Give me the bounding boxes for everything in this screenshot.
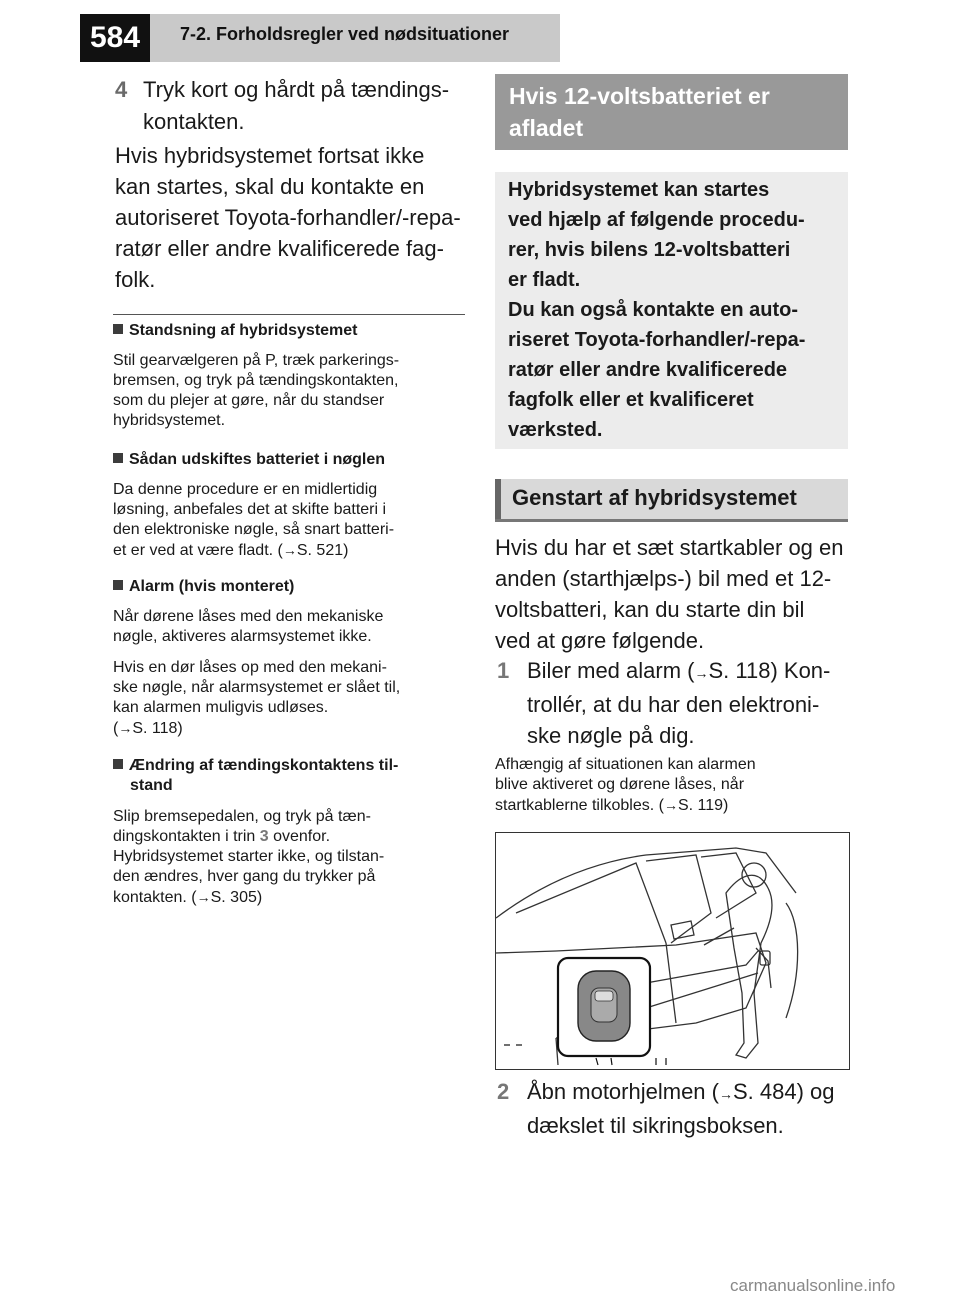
arrow-icon: →	[718, 1086, 733, 1102]
step-number: 4	[115, 77, 128, 102]
heading-key-battery: Sådan udskiftes batteriet i nøglen	[113, 450, 385, 470]
subsection-title: Genstart af hybridsystemet	[512, 485, 797, 510]
subsection-accent	[495, 479, 501, 519]
ignition-mode-text: Slip bremsepedalen, og tryk på tæn- dingskontakten i trin 3 ovenfor. Hybridsystemet starter ikke, og tilstan- den ændres, hver gang du trykker på kontakten. (→S. 305)	[113, 808, 385, 906]
arrow-icon: →	[694, 665, 709, 681]
key-battery-text: Da denne procedure er en midlertidig løsning, anbefales det at skifte batteri i den elektroniske nøgle, så snart batteri- et er ved at være fladt. (→S. 521)	[113, 481, 395, 559]
car-key-illustration	[495, 832, 850, 1070]
info-box-text: Hybridsystemet kan startes ved hjælp af følgende procedu- rer, hvis bilens 12-voltsbatteri er fladt. Du kan også kontakte en auto- riseret Toyota-forhandler/-repa- ratør eller andre kvalificerede fagfolk eller et kvalificeret værksted.	[508, 179, 806, 441]
person-at-car-door-drawing	[496, 833, 849, 1069]
step-2: 2 Åbn motorhjelmen (→S. 484) og dækslet til sikringsboksen.	[497, 1076, 857, 1141]
arrow-icon: →	[196, 889, 211, 905]
alarm-text-2: Hvis en dør låses op med den mekani- ske nøgle, når alarmsystemet er slået til, kan alarmen muligvis udløses. (→S. 118)	[113, 659, 401, 737]
page-number: 584	[80, 14, 150, 62]
step-4	[115, 74, 475, 138]
step-number: 1	[497, 658, 510, 683]
section-title: 7-2. Forholdsregler ved nødsituationer	[180, 24, 510, 44]
page-ref-link[interactable]: S. 118) Kon-	[708, 658, 831, 683]
step-number: 2	[497, 1079, 510, 1104]
square-bullet-icon	[113, 324, 123, 334]
subsection-underline	[495, 519, 848, 522]
alarm-text-1: Når dørene låses med den mekaniske nøgle, aktiveres alarmsystemet ikke.	[113, 608, 384, 645]
arrow-icon: →	[663, 797, 678, 813]
heading-alarm: Alarm (hvis monteret)	[113, 577, 294, 597]
heading-stop-hybrid: Standsning af hybridsystemet	[113, 321, 358, 341]
contact-dealer-paragraph: Hvis hybridsystemet fortsat ikke kan startes, skal du kontakte en autoriseret Toyota-forhandler/-repa- ratør eller andre kvalificerede fag- folk.	[115, 143, 461, 292]
watermark: carmanualsonline.info	[730, 1276, 896, 1295]
divider	[113, 314, 465, 315]
restart-intro: Hvis du har et sæt startkabler og en anden (starthjælps-) bil med et 12- voltsbatteri, kan du starte din bil ved at gøre følgende.	[495, 535, 844, 653]
page-ref-link[interactable]: S. 484) og	[732, 1079, 835, 1104]
page-ref-link[interactable]: S. 118)	[132, 720, 183, 737]
stop-hybrid-text: Stil gearvælgeren på P, træk parkerings- bremsen, og tryk på tændingskontakten, som du plejer at gøre, når du standser hybridsystemet.	[113, 352, 400, 429]
section-band-battery: Hvis 12-voltsbatteriet er afladet	[495, 74, 848, 150]
square-bullet-icon	[113, 453, 123, 463]
step-text: Tryk kort og hårdt på tændings- kontakten.	[143, 77, 450, 134]
square-bullet-icon	[113, 580, 123, 590]
square-bullet-icon	[113, 759, 123, 769]
arrow-icon: →	[118, 720, 133, 736]
page-ref-link[interactable]: S. 305)	[210, 889, 263, 906]
step-1: 1 Biler med alarm (→S. 118) Kon- trollér, at du har den elektroni- ske nøgle på dig.	[497, 655, 857, 751]
page-ref-link[interactable]: S. 119)	[677, 797, 729, 814]
alarm-note: Afhængig af situationen kan alarmen blive aktiveret og dørene låses, når startkablerne tilkobles. (→S. 119)	[495, 756, 756, 814]
page-ref-link[interactable]: S. 521)	[296, 542, 349, 559]
heading-ignition-mode: Ændring af tændingskontaktens til- stand	[113, 756, 473, 796]
arrow-icon: →	[282, 542, 297, 558]
